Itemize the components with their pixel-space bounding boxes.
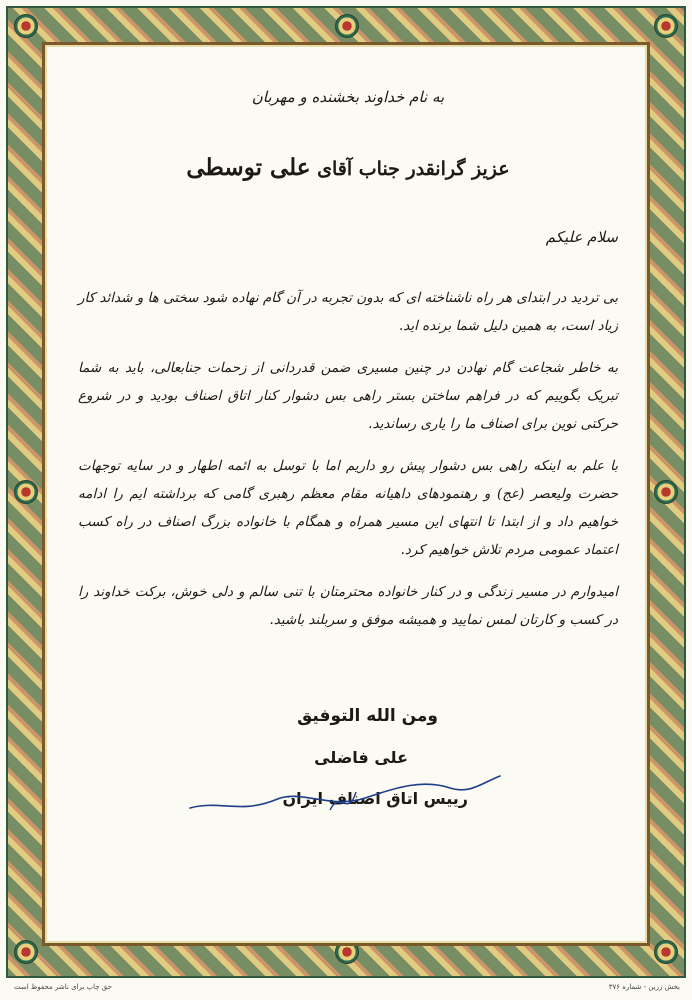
corner-ornament-icon [654,14,678,38]
border-ornament-icon [14,480,38,504]
corner-ornament-icon [14,14,38,38]
signer-title: رییس اتاق اصناف ایران [282,789,468,808]
paragraph: با علم به اینکه راهی بس دشوار پیش رو داریم اما با توسل به ائمه اطهار و در سایه توجهات حضرت ولیعصر (عج) و رهنمودهای داهیانه مقام معظم رهبری گامی که برداشته ایم را ادامه خواهیم داد و از ابتدا تا انتهای این مسیر همراه و همگام با خانواده بزرگ اصناف در راه کسب اعتماد عمومی مردم تلاش خواهیم کرد. [78,458,618,558]
paragraph: امیدوارم در مسیر زندگی و در کنار خانواده محترمتان با تنی سالم و دلی خوش، برکت خداوند را در کسب و کارتان لمس نمایید و همیشه موفق و سربلند باشید. [78,584,618,628]
corner-ornament-icon [654,940,678,964]
signer-name: علی فاضلی [314,748,408,767]
recipient-name: علی توسطی [186,154,311,181]
footer-issue-label: بخش زرین - شماره ۳۷۶ [608,983,680,991]
border-ornament-icon [335,14,359,38]
recipient-line [78,154,618,181]
recipient-prefix: عزیز گرانقدر جناب آقای [317,158,510,180]
paragraph: بی تردید در ابتدای هر راه ناشناخته ای که بدون تجربه در آن گام نهاده شود سختی ها و شدائد کار زیاد است، به همین دلیل شما برنده اید. [78,290,618,334]
closing-motto: ومن الله التوفيق [297,706,438,726]
invocation-line: به نام خداوند بخشنده و مهربان [251,88,445,106]
corner-ornament-icon [14,940,38,964]
letter-paragraphs [78,284,618,648]
greeting: سلام علیکم [545,228,618,246]
border-ornament-icon [654,480,678,504]
footer-copyright: حق چاپ برای ناشر محفوظ است [14,983,112,991]
handwritten-signature [180,770,510,820]
paragraph: به خاطر شجاعت گام نهادن در چنین مسیری ضمن قدردانی از زحمات جنابعالی، باید به شما تبریک بگوییم که در فراهم ساختن بستر راهی بس دشوار کنار اتاق اصناف بودید و در شروع حرکتی نوین برای اصناف ما را یاری رساندید. [78,360,618,432]
